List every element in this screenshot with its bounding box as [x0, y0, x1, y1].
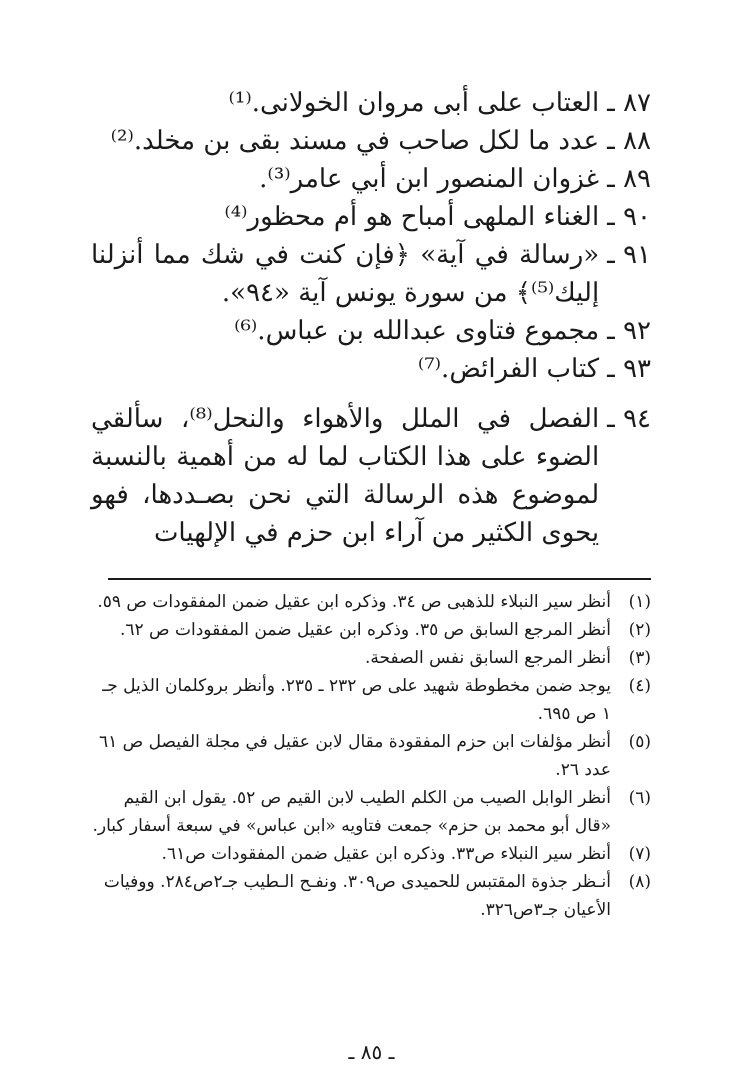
footnote-number: (٤) [628, 676, 651, 696]
list-item [91, 350, 651, 388]
footnote-text: أنـظر جذوة المقتبس للحميدى ص٣٠٩. ونفـح الـطيب جـ٢ص٢٨٤. ووفيات الأعيان جـ٣ص٣٢٦. [103, 872, 611, 920]
footnote-text: أنظر المرجع السابق ص ٣٥. وذكره ابن عقيل ضمن المفقودات ص ٦٢. [119, 620, 611, 640]
item-text: عدد ما لكل صاحب في مسند بقى بن مخلد.⁽²⁾ [110, 126, 600, 156]
item-number: ٨٩ ـ [607, 164, 651, 194]
footnote-number: (٦) [628, 788, 651, 808]
list-item [91, 198, 651, 236]
page-number: ـ ٨٥ ـ [348, 1040, 395, 1064]
list-item [91, 400, 651, 552]
footnote-text: أنظر الوابل الصيب من الكلم الطيب لابن القيم ص ٥٢. يقول ابن القيم «قال أبو محمد بن حزم» جمعت فتاويه «ابن عباس» في سبعة أسفار كبار. [92, 788, 611, 836]
item-number: ٨٨ ـ [607, 126, 651, 156]
list-item [91, 84, 651, 122]
footnote [91, 840, 651, 868]
item-text: العتاب على أبى مروان الخولانى.⁽¹⁾ [228, 88, 600, 118]
footnote-text: أنظر المرجع السابق نفس الصفحة. [365, 648, 611, 668]
item-number: ٩١ ـ [607, 240, 651, 270]
footnote-text: أنظر سير النبلاء ص٣٣. وذكره ابن عقيل ضمن المفقودات ص٦١. [161, 844, 611, 864]
item-text: غزوان المنصور ابن أبي عامر⁽³⁾. [259, 164, 600, 194]
footnote-text: أنظر سير النبلاء للذهبى ص ٣٤. وذكره ابن عقيل ضمن المفقودات ص ٥٩. [97, 592, 611, 612]
item-text: «رسالة في آية» ﴿فإن كنت في شك مما أنزلنا إليك⁽⁵⁾﴾ من سورة يونس آية «٩٤». [91, 240, 600, 308]
list-item [91, 160, 651, 198]
item-number: ٨٧ ـ [607, 88, 651, 118]
footnote [91, 616, 651, 644]
footnote-number: (٢) [628, 620, 651, 640]
item-text: الفصل في الملل والأهواء والنحل⁽⁸⁾، سألقي الضوء على هذا الكتاب لما له من أهمية بالنسبة لموضوع هذه الرسالة التي نحن بصـددها، فهو يحوى الكثير من آراء ابن حزم في الإلهيات [91, 404, 600, 548]
item-text: مجموع فتاوى عبدالله بن عباس.⁽⁶⁾ [234, 316, 600, 346]
footnote-number: (١) [628, 592, 651, 612]
footnote-text: أنظر مؤلفات ابن حزم المفقودة مقال لابن عقيل في مجلة الفيصل ص ٦١ عدد ٢٦. [98, 732, 611, 780]
footnote-number: (٣) [628, 648, 651, 668]
footnote [91, 588, 651, 616]
list-item [91, 312, 651, 350]
footnote-number: (٨) [628, 872, 651, 892]
item-number: ٩٠ ـ [607, 202, 651, 232]
footnotes [91, 588, 651, 924]
footnote-divider [108, 578, 651, 580]
item-number: ٩٣ ـ [607, 354, 651, 384]
main-text [91, 84, 651, 552]
footnote [91, 672, 651, 728]
footnote [91, 728, 651, 784]
item-text: الغناء الملهى أمباح هو أم محظور⁽⁴⁾ [224, 202, 600, 232]
item-text: كتاب الفرائض.⁽⁷⁾ [417, 354, 600, 384]
footnote-number: (٥) [628, 732, 651, 752]
list-item [91, 236, 651, 312]
footnote-text: يوجد ضمن مخطوطة شهيد على ص ٢٣٢ ـ ٢٣٥. وأنظر بروكلمان الذيل جـ ١ ص ٦٩٥. [102, 676, 611, 724]
footnote-number: (٧) [628, 844, 651, 864]
item-number: ٩٢ ـ [607, 316, 651, 346]
footnote [91, 868, 651, 924]
list-item [91, 122, 651, 160]
item-number: ٩٤ ـ [607, 404, 651, 434]
footnote [91, 644, 651, 672]
footnote [91, 784, 651, 840]
